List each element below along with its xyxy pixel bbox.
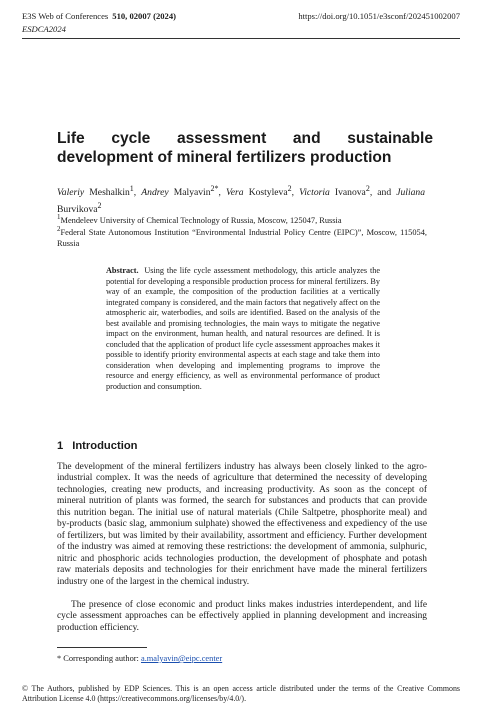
author: Juliana Burvikova$^2$ [57, 187, 426, 215]
title-line-1: Life cycle assessment and sustainable [57, 130, 433, 147]
footnote-label: * Corresponding author: [57, 654, 141, 663]
affiliation: $^1$Mendeleev University of Chemical Technology of Russia, Moscow, 125047, Russia [57, 213, 342, 225]
title-line-2: development of mineral fertilizers production [57, 149, 392, 166]
doi-link[interactable]: https://doi.org/10.1051/e3sconf/202451002007 [298, 11, 460, 21]
author: Vera Kostyleva$^2$, [226, 184, 300, 199]
license-notice: © The Authors, published by EDP Sciences. This is an open access article distributed under the terms of the Creative Commons Attribution License 4.0 (https://creativecommons.org/licenses/by/4.0/). [22, 684, 460, 703]
author: Valeriy Meshalkin$^1$, [57, 184, 142, 199]
volume-info: 510, 02007 (2024) [112, 11, 176, 21]
header-rule [22, 38, 460, 39]
author: Andrey Malyavin$^{2*}$, [141, 184, 226, 199]
journal-citation [22, 11, 176, 22]
email-link[interactable]: a.malyavin@eipc.center [140, 654, 223, 663]
footnote-rule [57, 647, 147, 648]
section-heading: 1 Introduction [57, 440, 138, 452]
abstract [106, 266, 380, 392]
conference-name: ESDCA2024 [22, 24, 66, 34]
paper-title [57, 129, 433, 167]
affiliation: $^2$Federal State Autonomous Institution “Environmental Industrial Policy Centre (EIPC)”, Moscow, 115054, Russia [57, 225, 427, 248]
abstract-text: Using the life cycle assessment methodology, this article analyzes the potential for developing a responsible production process for mineral fertilizers. By way of an example, the composition of the production facilities at a vertically integrated company is considered, and the main factors that negatively affect on the atmospheric air, waterbodies, and soils are identified. Based on the analysis of the best available and promising technologies, the main ways to mitigate the negative impact on the environment, human health, and natural resources are defined. It is concluded that the application of product life cycle assessment approaches makes it possible to identify priority environmental aspects at each stage and take them into consideration when developing and implementing programs to improve the resource and energy efficiency, as well as environmental performance of product production and consumption. [106, 266, 381, 391]
footnote [57, 654, 222, 663]
journal-name: E3S Web of Conferences [22, 11, 109, 21]
body-paragraph: The development of the mineral fertilizers industry has always been closely linked to the agro-industrial complex. It was the needs of agriculture that determined the necessity of developing technologies, creating new products, and increasing productivity. As soon as the concept of mineral nutrition of plants was formed, the search for substances and products that can provide this nutrition began. The initial use of natural materials (Chile Saltpetre, phosphorite meal) and by-products (basic slag, ammonium sulphate) showed the effectiveness and expediency of the use of fertilizers, but was limited by their availability, assortment and efficiency. Further development of the industry was aimed at removing these restrictions: the development of ammonia, sulphuric, nitric and phosphoric acids technologies production, the development of phosphate and potash raw materials deposits and technologies for their enrichment have made the mineral fertilizers industry one of the largest in the chemical industry. [57, 462, 427, 587]
body-paragraph: The presence of close economic and product links makes industries interdependent, and life cycle assessment approaches can be effectively applied in planning development and increasing production efficiency. [57, 600, 427, 633]
abstract-label: Abstract. [106, 266, 139, 275]
author: Victoria Ivanova$^2$, and [299, 184, 397, 199]
